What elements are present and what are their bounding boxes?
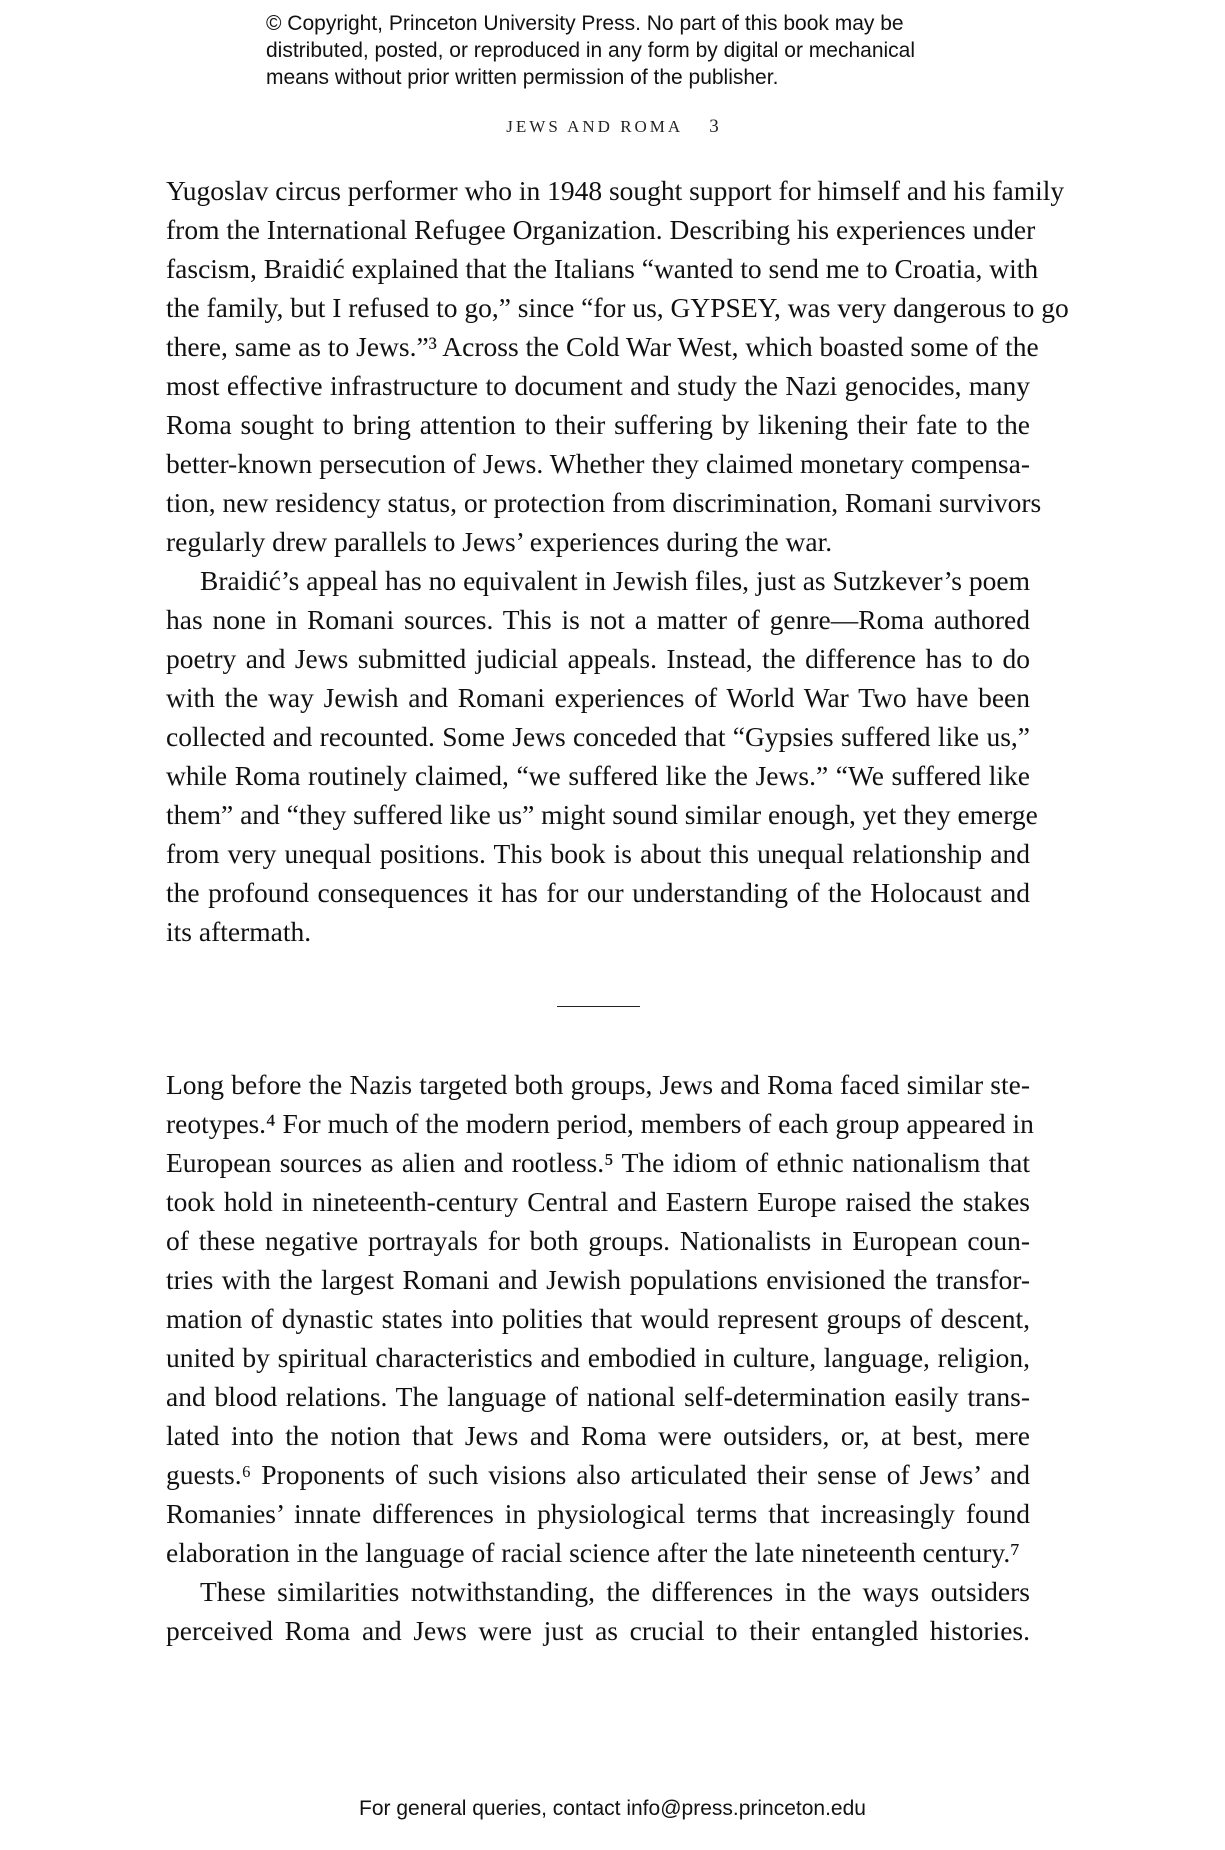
text-line: perceived Roma and Jews were just as crucial to their entangled histories. [166,1615,1030,1646]
footer-contact: For general queries, contact info@press.princeton.edu [359,1797,866,1820]
text-line: united by spiritual characteristics and embodied in culture, language, religion, [166,1342,1030,1373]
text-line: fascism, Braidić explained that the Italians “wanted to send me to Croatia, with [166,253,1039,284]
text-line: from very unequal positions. This book is about this unequal relationship and [166,838,1030,869]
text-line: collected and recounted. Some Jews conceded that “Gypsies suffered like us,” [166,721,1030,752]
text-line: elaboration in the language of racial science after the late nineteenth century.⁷ [166,1537,1020,1568]
text-line: the family, but I refused to go,” since “for us, GYPSEY, was very dangerous to go [166,292,1069,323]
text-line: Braidić’s appeal has no equivalent in Jewish files, just as Sutzkever’s poem [200,565,1030,596]
text-line: its aftermath. [166,916,312,947]
text-line: them” and “they suffered like us” might sound similar enough, yet they emerge [166,799,1038,830]
copyright-line: © Copyright, Princeton University Press. No part of this book may be [266,12,904,35]
running-head [0,116,1225,138]
text-line: lated into the notion that Jews and Roma were outsiders, or, at best, mere [166,1420,1030,1451]
text-line: guests.⁶ Proponents of such visions also articulated their sense of Jews’ and [166,1459,1030,1490]
text-line: European sources as alien and rootless.⁵ The idiom of ethnic nationalism that [166,1147,1030,1178]
text-line: took hold in nineteenth-century Central and Eastern Europe raised the stakes [166,1186,1030,1217]
text-line: regularly drew parallels to Jews’ experiences during the war. [166,526,833,557]
text-line: the profound consequences it has for our understanding of the Holocaust and [166,877,1030,908]
text-line: mation of dynastic states into polities that would represent groups of descent, [166,1303,1030,1334]
text-line: from the International Refugee Organization. Describing his experiences under [166,214,1036,245]
text-line: with the way Jewish and Romani experiences of World War Two have been [166,682,1030,713]
text-line: Long before the Nazis targeted both groups, Jews and Roma faced similar ste- [166,1069,1030,1100]
text-line: Romanies’ innate differences in physiological terms that increasingly found [166,1498,1030,1529]
copyright-notice [266,10,1026,91]
copyright-line: distributed, posted, or reproduced in any form by digital or mechanical [266,39,916,62]
text-line: Roma sought to bring attention to their suffering by likening their fate to the [166,409,1030,440]
page-number: 3 [709,116,719,137]
text-line: tion, new residency status, or protection from discrimination, Romani survivors [166,487,1042,518]
text-line: Yugoslav circus performer who in 1948 sought support for himself and his family [166,175,1065,206]
text-line: poetry and Jews submitted judicial appeals. Instead, the difference has to do [166,643,1030,674]
running-head-title: JEWS AND ROMA [506,117,684,136]
text-line: while Roma routinely claimed, “we suffered like the Jews.” “We suffered like [166,760,1030,791]
text-line: These similarities notwithstanding, the differences in the ways outsiders [200,1576,1030,1607]
text-block-1 [166,171,1069,951]
text-line: most effective infrastructure to document and study the Nazi genocides, many [166,370,1030,401]
text-line: of these negative portrayals for both groups. Nationalists in European coun- [166,1225,1030,1256]
text-line: tries with the largest Romani and Jewish populations envisioned the transfor- [166,1264,1030,1295]
section-break-rule [557,1006,640,1007]
text-line: better-known persecution of Jews. Whether they claimed monetary compensa- [166,448,1030,479]
text-block-2 [166,1065,1034,1650]
text-line: has none in Romani sources. This is not a matter of genre—Roma authored [166,604,1030,635]
text-line: and blood relations. The language of national self-determination easily trans- [166,1381,1030,1412]
text-line: reotypes.⁴ For much of the modern period, members of each group appeared in [166,1108,1034,1139]
text-line: there, same as to Jews.”³ Across the Cold War West, which boasted some of the [166,331,1039,362]
copyright-line: means without prior written permission of the publisher. [266,66,779,89]
